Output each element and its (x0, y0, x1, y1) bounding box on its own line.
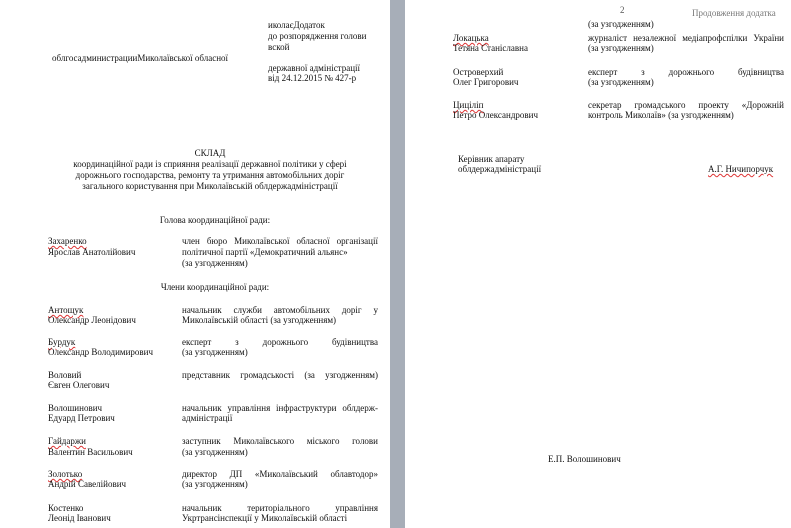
member-given-name: Євген Олегович (48, 380, 110, 390)
member-surname: Циціліп (453, 100, 484, 110)
member-given-name: Леонід Іванович (48, 513, 111, 523)
page-number: 2 (620, 5, 625, 15)
member-consent: (за узгодженням) (588, 19, 654, 29)
member-consent: (за узгодженням) (182, 258, 248, 268)
member-role: член бюро Миколаївської обласної організації (182, 236, 378, 246)
member-role: Укртрансінспекції у Миколаївській області (182, 513, 348, 523)
member-role: директор ДП «Миколаївський облавтодор» (182, 469, 378, 479)
member-given-name: Петро Олександрович (453, 110, 539, 120)
member-surname: Локацька (453, 33, 489, 43)
member-role: (за узгодженням) (182, 347, 248, 357)
member-surname: Золотько (48, 469, 83, 479)
title-line: загального користування при Миколаївській облдержадміністрації (82, 181, 338, 191)
member-surname: Бурдук (48, 337, 76, 347)
title-heading: СКЛАД (194, 148, 226, 158)
footer-name: Е.П. Волошинович (548, 454, 621, 464)
member-given-name: Андрій Савелійович (48, 479, 127, 489)
member-surname: Волошинович (48, 403, 103, 413)
member-role: (за узгодженням) (182, 479, 248, 489)
member-role: журналіст незалежної медіапрофспілки України (588, 33, 784, 43)
member-surname: Захаренко (48, 236, 87, 246)
annex-line: державної адміністрації (268, 63, 361, 73)
member-role: (за узгодженням) (588, 43, 654, 53)
member-given-name: Едуард Петрович (48, 413, 115, 423)
member-given-name: Тетяна Станіславна (453, 43, 528, 53)
member-role: начальник територіального управління (182, 503, 378, 513)
annex-line: до розпорядження голови (268, 31, 367, 41)
member-role: адміністрації (182, 413, 233, 423)
member-role: експерт з дорожнього будівництва (182, 337, 378, 347)
member-surname: Костенко (48, 503, 84, 513)
member-given-name: Олександр Леонідович (48, 315, 136, 325)
document-page-1 (0, 0, 390, 528)
member-role: контроль Миколаїв» (за узгодженням) (588, 110, 734, 120)
member-role: (за узгодженням) (182, 447, 248, 457)
section-heading-members: Члени координаційної ради: (160, 282, 270, 292)
left-header-text: облгосадминистрацииМиколаївської обласної (52, 53, 229, 63)
member-given-name: Ярослав Анатолійович (48, 247, 136, 257)
annex-date-number: від 24.12.2015 № 427-р (268, 73, 357, 83)
member-role: політичної партії «Демократичний альянс» (182, 247, 348, 257)
continuation-label: Продовження додатка (692, 8, 776, 18)
member-given-name: Олег Григорович (453, 77, 519, 87)
member-role: начальник служби автомобільних доріг у (182, 305, 378, 315)
member-role: представник громадськості (за узгодженням) (182, 370, 378, 380)
member-surname: Воловий (48, 370, 82, 380)
member-role: Миколаївській області (за узгодженням) (182, 315, 337, 325)
member-role: начальник управління інфраструктури облдерж- (182, 403, 378, 413)
signature-name: А.Г. Ничипорчук (708, 164, 774, 174)
annex-line: иколаєДодаток (268, 20, 325, 30)
document-page-2 (405, 0, 791, 528)
signature-title: облдержадміністрації (458, 164, 542, 174)
annex-line: вской (268, 42, 290, 52)
title-line: дорожнього господарства, ремонту та утримання автомобільних доріг (75, 170, 345, 180)
member-role: експерт з дорожнього будівництва (588, 67, 784, 77)
member-surname: Островерхий (453, 67, 504, 77)
title-line: координаційної ради із сприяння реалізації державної політики у сфері (73, 159, 347, 169)
page-gap (390, 0, 405, 528)
member-given-name: Валентин Васильович (48, 447, 133, 457)
member-role: секретар громадського проекту «Дорожній (588, 100, 784, 110)
member-surname: Гайдаржи (48, 436, 86, 446)
section-heading-chair: Голова координаційної ради: (159, 215, 271, 225)
member-given-name: Олександр Володимирович (48, 347, 153, 357)
member-role: заступник Миколаївського міського голови (182, 436, 378, 446)
member-role: (за узгодженням) (588, 77, 654, 87)
signature-title: Керівник апарату (458, 154, 525, 164)
member-surname: Антощук (48, 305, 84, 315)
